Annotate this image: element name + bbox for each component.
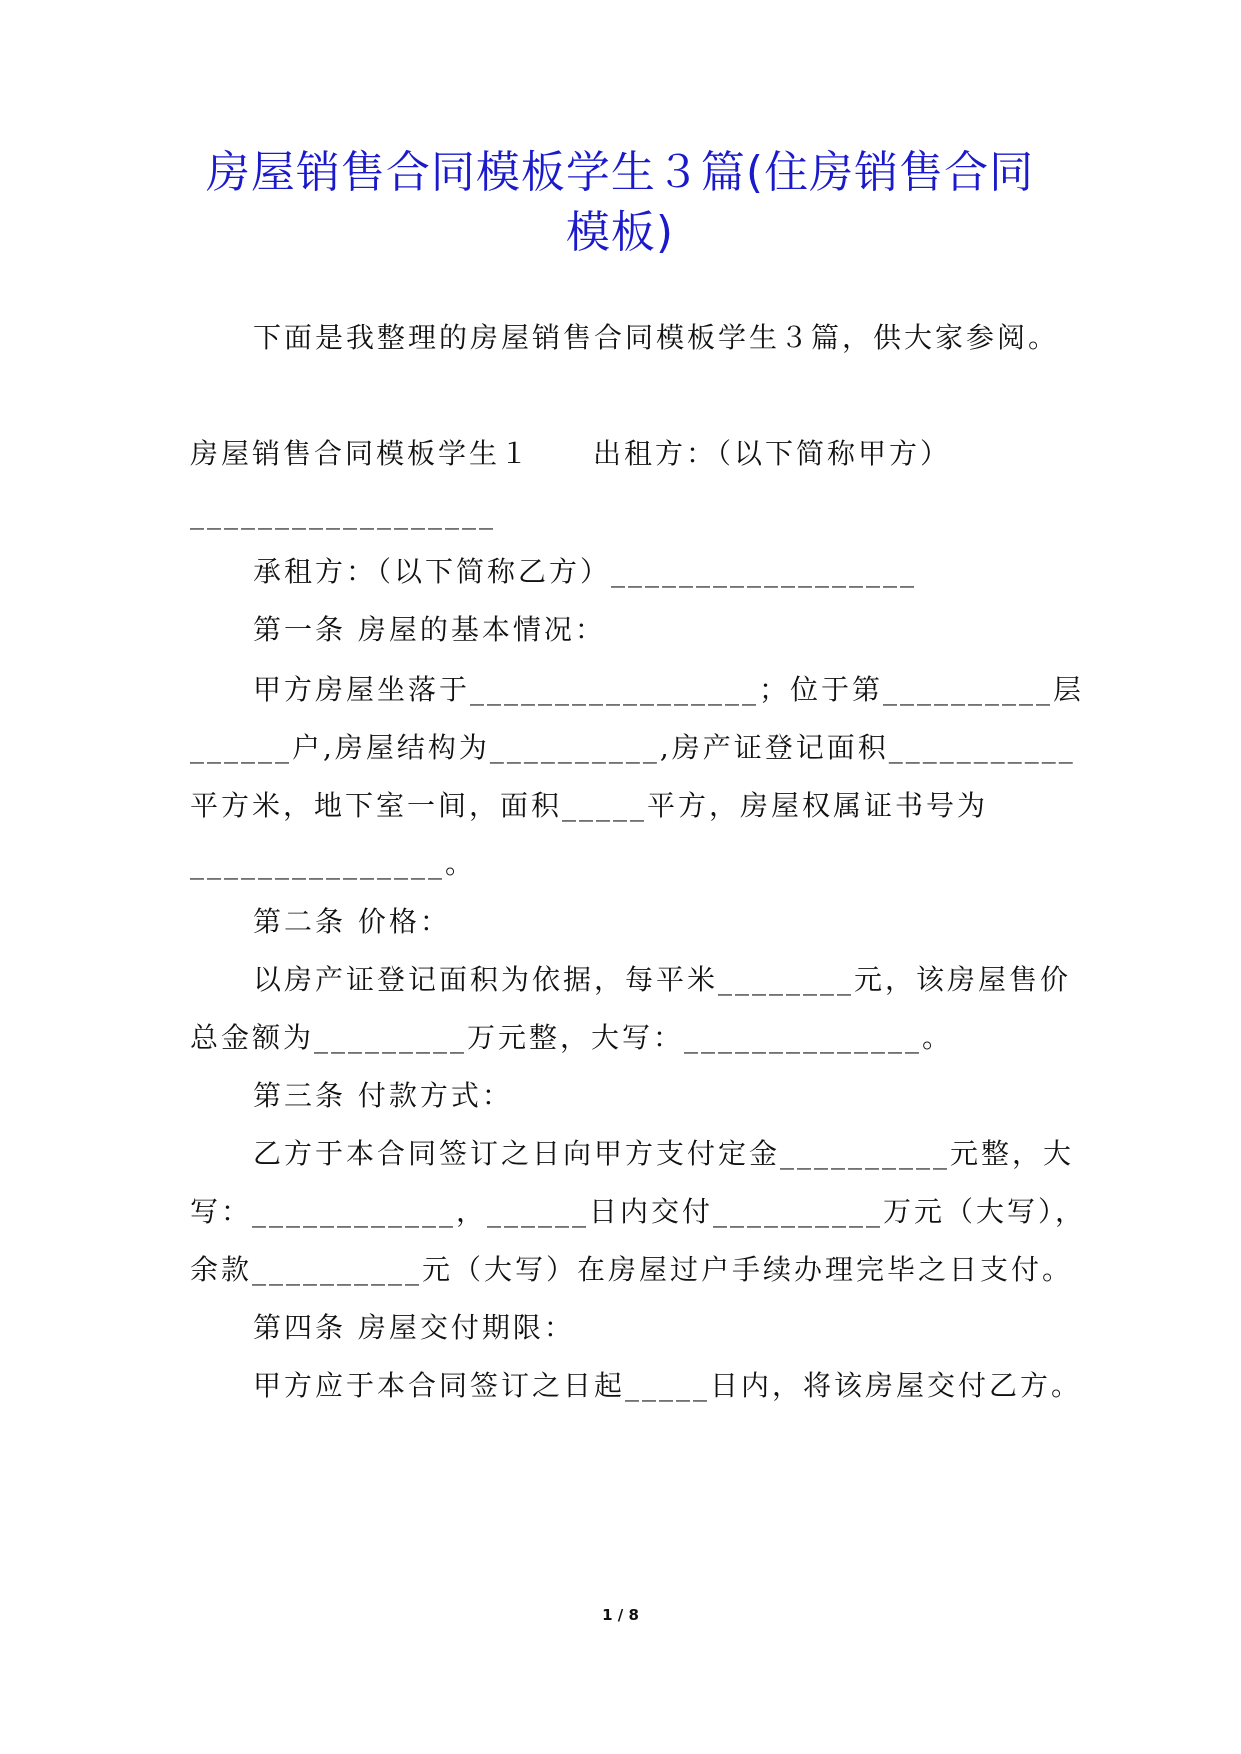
article-1-heading: 第一条 房屋的基本情况： <box>253 613 606 646</box>
page-number: 1 / 8 <box>602 1606 639 1624</box>
article-4-heading: 第四条 房屋交付期限： <box>253 1311 575 1344</box>
article-3-text-line-3: 余款__________元（大写）在房屋过户手续办理完毕之日支付。 <box>190 1253 1074 1286</box>
contract-heading-and-lessor: 房屋销售合同模板学生１ 出租方：（以下简称甲方） <box>190 437 952 470</box>
article-1-text-line-4: _______________。 <box>190 847 477 880</box>
article-3-heading: 第三条 付款方式： <box>253 1079 513 1112</box>
article-2-heading: 第二条 价格： <box>253 905 451 938</box>
article-4-text-line-1: 甲方应于本合同签订之日起_____日内，将该房屋交付乙方。 <box>253 1369 1083 1402</box>
article-1-text-line-1: 甲方房屋坐落于_________________；位于第__________层 <box>253 673 1085 706</box>
lessee-line: 承租方：（以下简称乙方）__________________ <box>253 555 918 588</box>
article-2-text-line-1: 以房产证登记面积为依据，每平米________元，该房屋售价 <box>253 963 1072 996</box>
lessor-blank: __________________ <box>190 497 496 530</box>
article-1-text-line-3: 平方米，地下室一间，面积_____平方，房屋权属证书号为 <box>190 789 989 822</box>
document-title-line-2: 模板) <box>565 207 675 258</box>
document-title-line-1: 房屋销售合同模板学生３篇(住房销售合同 <box>205 147 1035 198</box>
article-3-text-line-1: 乙方于本合同签订之日向甲方支付定金__________元整，大 <box>253 1137 1075 1170</box>
intro-paragraph: 下面是我整理的房屋销售合同模板学生３篇，供大家参阅。 <box>253 321 1060 354</box>
article-2-text-line-2: 总金额为_________万元整，大写：______________。 <box>190 1021 954 1054</box>
article-3-text-line-2: 写：____________，______日内交付__________万元（大写）， <box>190 1195 1087 1228</box>
article-1-text-line-2: ______户,房屋结构为__________,房产证登记面积___________ <box>190 731 1076 764</box>
